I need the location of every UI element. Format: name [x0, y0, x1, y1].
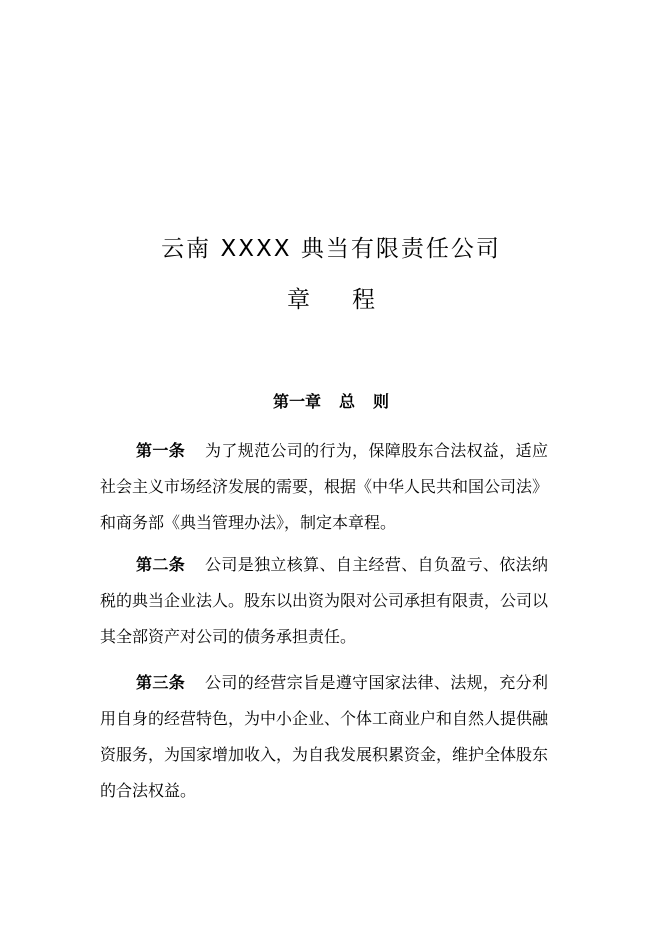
article-paragraph [100, 665, 548, 809]
article-text: 为了规范公司的行为，保障股东合法权益，适应社会主义市场经济发展的需要，根据《中华人民共和国公司法》和商务部《典当管理办法》，制定本章程。 [100, 441, 549, 532]
document-title-part-1: 章 [287, 287, 310, 313]
article-paragraph [100, 433, 548, 541]
article-text: 公司的经营宗旨是遵守国家法律、法规，充分利用自身的经营特色，为中小企业、个体工商业户和自然人提供融资服务，为国家增加收入，为自我发展积累资金，维护全体股东的合法权益。 [100, 673, 549, 800]
chapter-number: 第一章 [272, 392, 321, 411]
article-text: 公司是独立核算、自主经营、自负盈亏、依法纳税的典当企业法人。股东以出资为限对公司承担有限责，公司以其全部资产对公司的债务承担责任。 [100, 555, 549, 646]
document-title [0, 283, 662, 317]
chapter-title-part-2: 则 [373, 392, 390, 411]
chapter-heading [0, 390, 662, 414]
company-name-title: 云南 XXXX 典当有限责任公司 [161, 236, 501, 262]
article-number: 第一条 [136, 441, 186, 460]
chapter-title-part-1: 总 [338, 392, 355, 411]
article-paragraph [100, 547, 548, 655]
article-number: 第三条 [136, 673, 186, 692]
document-title-part-2: 程 [352, 287, 375, 313]
article-number: 第二条 [136, 555, 186, 574]
